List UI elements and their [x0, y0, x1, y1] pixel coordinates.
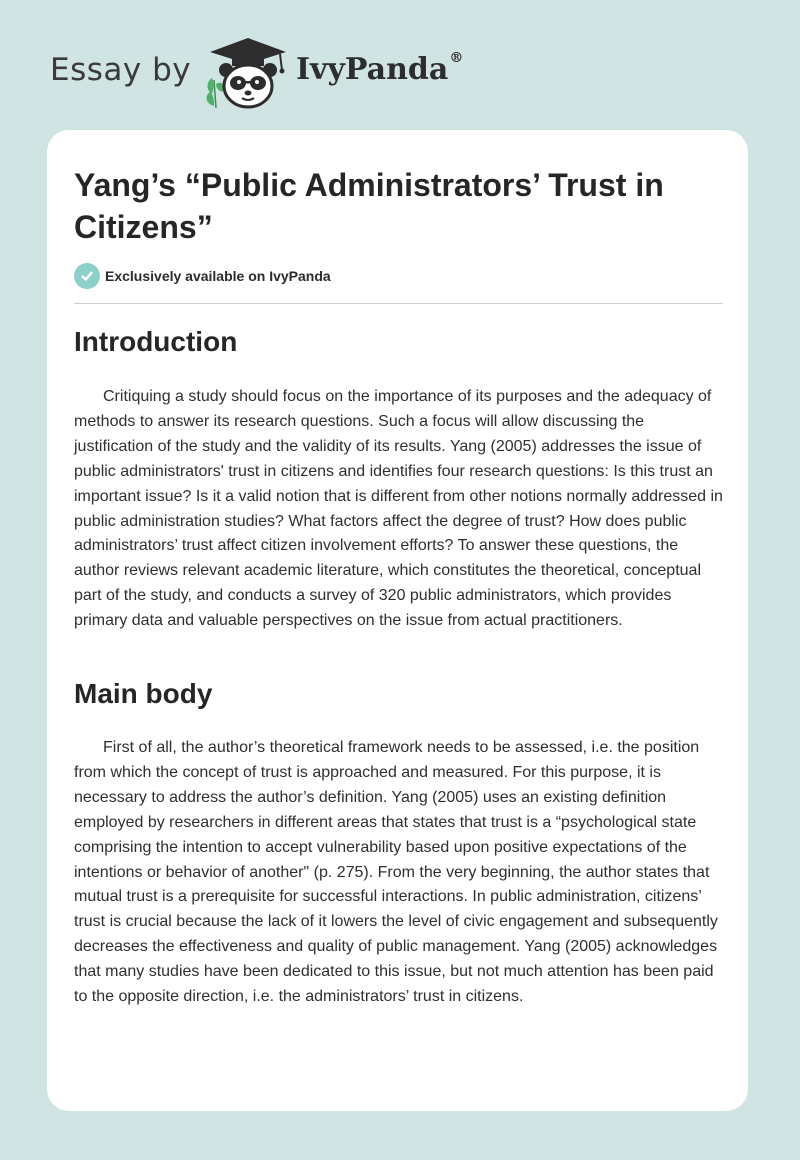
section-heading-introduction: Introduction	[74, 326, 238, 357]
panda-graduate-logo-icon[interactable]	[202, 34, 294, 112]
section-heading-main-body: Main body	[74, 678, 213, 709]
essay-by-label: Essay by	[50, 52, 192, 88]
essay-card	[47, 130, 748, 1111]
section-paragraph-introduction: Critiquing a study should focus on the importance of its purposes and the adequacy of methods to answer its research questions. Such a focus will allow discussing the justification of the study and the validity of its results. Yang (2005) addresses the issue of public administrators' trust in citizens and identifies four research questions: Is this trust an important issue? Is it a valid notion that is different from other notions normally addressed in public administration studies? What factors affect the degree of trust? How does public administrators’ trust affect citizen involvement efforts? To answer these questions, the author reviews relevant academic literature, which constitutes the theoretical, conceptual part of the study, and conducts a survey of 320 public administrators, which provides primary data and valuable perspectives on the issue from actual practitioners.	[74, 388, 723, 630]
exclusive-badge	[74, 263, 331, 289]
registered-mark: ®	[449, 50, 464, 66]
check-icon	[74, 263, 100, 289]
site-header	[50, 34, 550, 114]
badge-label: Exclusively available on IvyPanda	[105, 268, 331, 284]
essay-title: Yang’s “Public Administrators’ Trust in Citizens”	[74, 167, 664, 245]
divider	[74, 303, 723, 304]
brand-text: IvyPanda	[296, 52, 449, 87]
section-paragraph-main-body: First of all, the author’s theoretical framework needs to be assessed, i.e. the position from which the concept of trust is approached and measured. For this purpose, it is necessary to address the author’s definition. Yang (2005) uses an existing definition employed by researchers in different areas that states that trust is a “psychological state comprising the intention to accept vulnerability based upon positive expectations of the intentions or behavior of another" (p. 275). From the very beginning, the author states that mutual trust is a prerequisite for successful interactions. In public administration, citizens’ trust is crucial because the lack of it lowers the level of civic engagement and subsequently decreases the effectiveness and quality of public management. Yang (2005) acknowledges that many studies have been dedicated to this issue, but not much attention has been paid to the opposite direction, i.e. the administrators’ trust in citizens.	[74, 739, 718, 1006]
brand-name[interactable]	[296, 52, 463, 87]
